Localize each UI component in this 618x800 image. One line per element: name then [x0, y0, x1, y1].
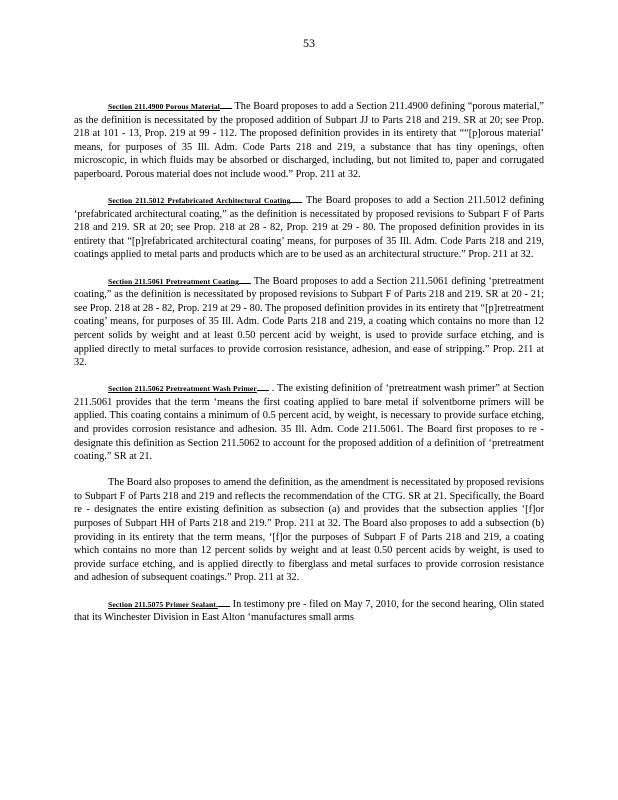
- document-body: [74, 100, 544, 637]
- page-number: 53: [303, 36, 315, 50]
- heading-underline-tail: [257, 382, 269, 391]
- paragraph-text: . The existing definition of ‘pretreatment wash primer” at Section 211.5061 provides that the term ‘means the first coating applied to bare metal if solventborne primers will be applied. This coating contains a minimum of 0.5 percent acid, by weight, is necessary to provide surface etching, and provides corrosion resistance and adhesion. 35 Ill. Adm. Code 211.5061. The Board first proposes to re - designate this definition as Section 211.5062 to account for the proposed addition of a definition of ‘pretreatment coating.” SR at 21.: [74, 383, 544, 463]
- section-heading: Section 211.5012 Prefabricated Architectural Coating: [108, 196, 291, 206]
- paragraph-text: The Board proposes to add a Section 211.5012 defining ‘prefabricated architectural coating,” as the definition is necessitated by proposed revisions to Subpart F of Parts 218 and 219. SR at 20; see Prop. 218 at 28 - 82, Prop. 219 at 29 - 80. The proposed definition provides in its entirety that “[p]refabricated architectural coating’ means, for purposes of 35 Ill. Adm. Code Parts 218 and 219, coatings applied to metal parts and products which are to be used as an architectural structure.” Prop. 211 at 32.: [74, 195, 544, 261]
- paragraph-wash-primer-amendment: [74, 476, 544, 585]
- section-heading: Section 211.5061 Pretreatment Coating: [108, 276, 239, 286]
- section-heading: Section 211.4900 Porous Material: [108, 102, 220, 111]
- heading-underline-tail: [220, 100, 232, 109]
- section-heading: Section 211.5062 Pretreatment Wash Primer: [108, 384, 257, 394]
- paragraph-text: The Board also proposes to amend the definition, as the amendment is necessitated by proposed revisions to Subpart F of Parts 218 and 219 and reflects the recommendation of the CTG. SR at 21. Specifically, the Board re - designates the entire existing definition as subsection (a) and provides that the subsection applies ‘[f]or purposes of Subpart HH of Parts 218 and 219.” Prop. 211 at 32. The Board also proposes to add a subsection (b) providing in its entirety that the term means, ‘[f]or the purposes of Subpart F of Parts 218 and 219, a coating which contains no more than 12 percent solids by weight and at least 0.50 percent acids by weight, is used to provide surface etching, and is applied directly to fiberglass and metal surfaces to provide corrosion resistance and adhesion of subsequent coatings.” Prop. 211 at 32.: [74, 477, 544, 584]
- paragraph-pretreatment-wash-primer: [74, 382, 544, 464]
- heading-underline-tail: [290, 194, 302, 203]
- paragraph-text: The Board proposes to add a Section 211.4900 defining “porous material,” as the definition is necessitated by the proposed addition of Subpart JJ to Parts 218 and 219. SR at 20; see Prop. 218 at 101 - 13, Prop. 219 at 99 - 112. The proposed definition provides in its entirety that ““[p]orous material’ means, for purposes of 35 Ill. Adm. Code Parts 218 and 219, a substance that has tiny openings, often microscopic, in which fluids may be absorbed or discharged, including, but not limited to, paper and corrugated paperboard. Porous material does not include wood.” Prop. 211 at 32.: [74, 101, 544, 180]
- paragraph-prefabricated-architectural-coating: [74, 194, 544, 262]
- paragraph-text: The Board proposes to add a Section 211.5061 defining ‘pretreatment coating,” as the definition is necessitated by proposed revisions to Subpart F of Parts 218 and 219. SR at 20 - 21; see Prop. 218 at 28 - 82, Prop. 219 at 29 - 80. The proposed definition provides in its entirety that “[p]retreatment coating’ means, for purposes of 35 Ill. Adm. Code Parts 218 and 219, a coating which contains no more than 12 percent solids by weight and at least 0.50 percent acid by weight, is used to provide surface etching, and is applied directly to metal surfaces to provide corrosion resistance, adhesion, and ease of stripping.” Prop. 211 at 32.: [74, 275, 544, 369]
- paragraph-primer-sealant: [74, 598, 544, 625]
- paragraph-text: In testimony pre - filed on May 7, 2010, for the second hearing, Olin stated that its Winchester Division in East Alton ‘manufactures small arms: [74, 598, 544, 624]
- heading-underline-tail: [239, 275, 251, 284]
- heading-underline-tail: [218, 598, 230, 607]
- paragraph-pretreatment-coating: [74, 275, 544, 370]
- section-heading: Section 211.5075 Primer Sealant.: [108, 599, 218, 609]
- paragraph-porous-material: [74, 100, 544, 182]
